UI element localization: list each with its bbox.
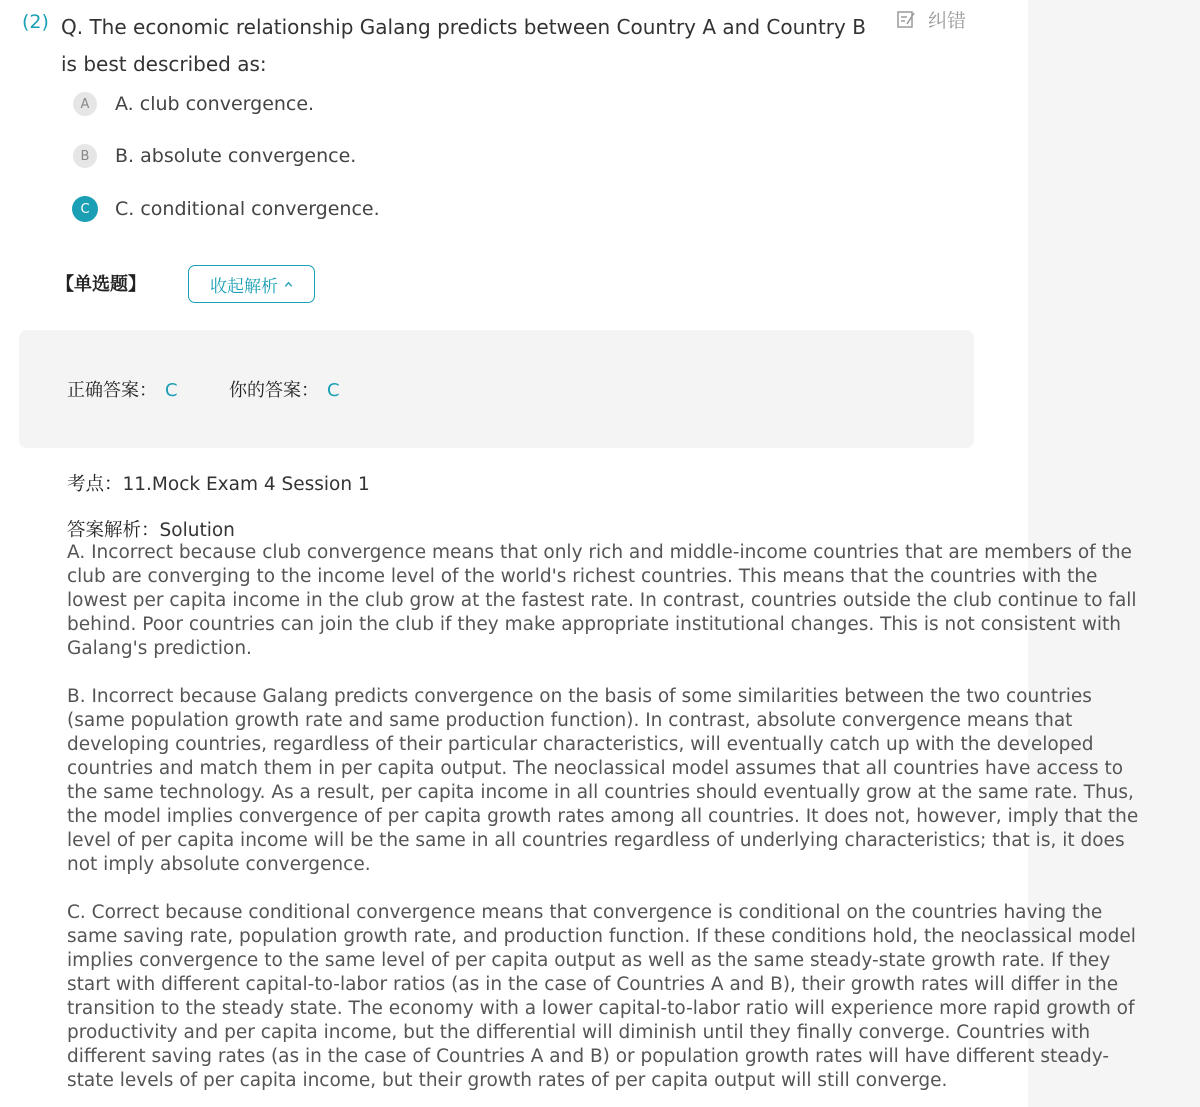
your-answer-label: 你的答案：: [229, 380, 319, 401]
collapse-analysis-button[interactable]: [188, 265, 315, 303]
question-number: (2): [22, 11, 49, 33]
explanation-paragraph-b: B. Incorrect because Galang predicts convergence on the basis of some similarities between the two countries (same population growth rate and same production function). In contrast, absolute convergence means that developing countries, regardless of their particular characteristics, will eventually catch up with the developed countries and match them in per capita output. The neoclassical model assumes that all countries have access to the same technology. As a result, per capita income in all countries should eventually grow at the same rate. Thus, the model implies convergence of per capita growth rates among all countries. It does not, however, imply that the level of per capita income will be the same in all countries regardless of underlying characteristics; that is, it does not imply absolute convergence.: [67, 686, 1139, 875]
correct-answer: [67, 376, 178, 402]
knowledge-point-label: 考点：: [67, 474, 123, 495]
option-b[interactable]: [73, 143, 356, 169]
option-c[interactable]: [73, 196, 380, 222]
option-c-badge-selected: C: [73, 197, 97, 221]
your-answer: [229, 376, 340, 402]
option-b-badge: B: [73, 144, 97, 168]
option-b-text: B. absolute convergence.: [115, 145, 357, 167]
explanation-paragraph-c: C. Correct because conditional convergence means that convergence is conditional on the countries having the same saving rate, population growth rate, and production function. If these conditions hold, the neoclassical model implies convergence to the same level of per capita output as well as the same steady-state growth rate. If they start with different capital-to-labor ratios (as in the case of Countries A and B), their growth rates will differ in the transition to the steady state. The economy with a lower capital-to-labor ratio will experience more rapid growth of productivity and per capita income, but the differential will diminish until they finally converge. Countries with different saving rates (as in the case of Countries A and B) or population growth rates will have different steady-state levels of per capita income, but their growth rates of per capita output will still converge.: [67, 902, 1136, 1091]
question-text: Q. The economic relationship Galang predicts between Country A and Country B is best described as:: [61, 15, 866, 76]
correct-answer-label: 正确答案：: [67, 380, 157, 401]
option-a-text: A. club convergence.: [115, 93, 315, 115]
report-error-button[interactable]: [896, 6, 966, 32]
explanation-body: [67, 541, 1147, 1093]
question-type-label: 【单选题】: [56, 274, 146, 295]
explanation-paragraph-a: A. Incorrect because club convergence means that only rich and middle-income countries that are members of the club are converging to the income level of the world's richest countries. This means that the countries with the lowest per capita income in the club grow at the fastest rate. In contrast, countries outside the club continue to fall behind. Poor countries can join the club if they make appropriate institutional changes. This is not consistent with Galang's prediction.: [67, 542, 1137, 659]
report-error-label: 纠错: [928, 9, 967, 32]
knowledge-point: [67, 470, 370, 496]
your-answer-value: C: [327, 380, 340, 401]
edit-note-icon: [896, 9, 916, 29]
explanation-label: 答案解析：: [67, 520, 160, 541]
correct-answer-value: C: [165, 380, 178, 401]
explanation-title: Solution: [159, 520, 235, 541]
collapse-analysis-label: 收起解析: [210, 276, 278, 297]
option-a-badge: A: [73, 92, 97, 116]
explanation-heading: [67, 516, 235, 542]
chevron-up-icon: [284, 280, 293, 289]
option-c-text: C. conditional convergence.: [115, 198, 380, 220]
option-a[interactable]: [73, 91, 314, 117]
knowledge-point-value: 11.Mock Exam 4 Session 1: [122, 474, 370, 495]
